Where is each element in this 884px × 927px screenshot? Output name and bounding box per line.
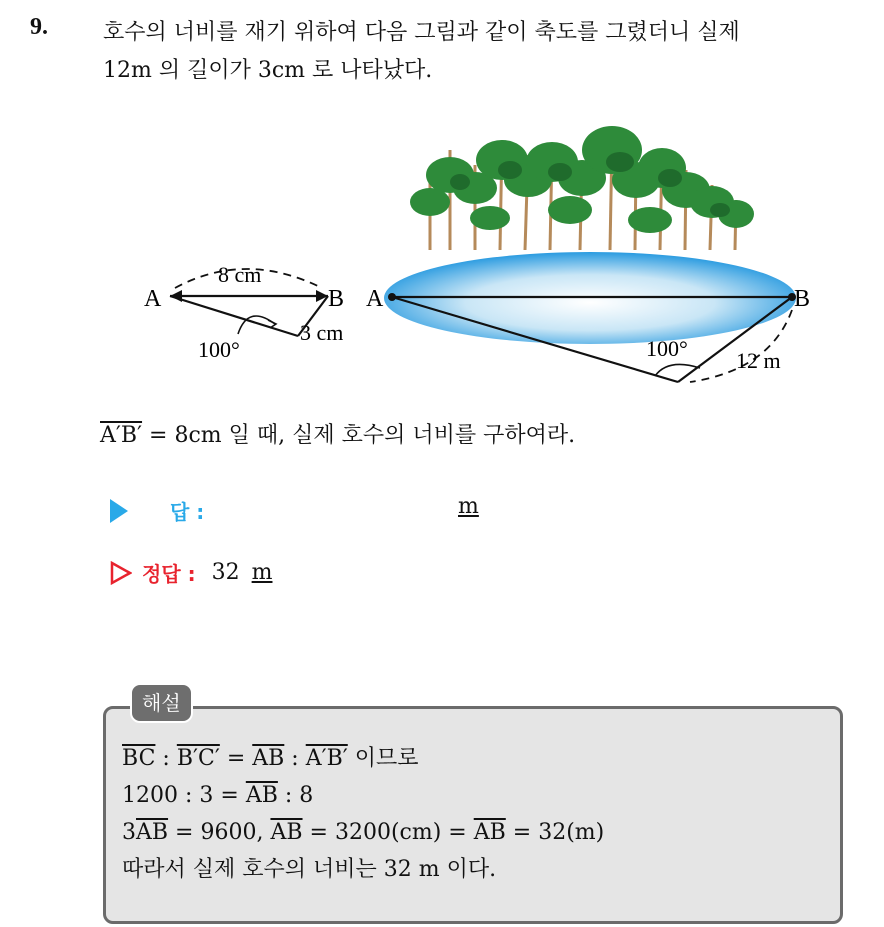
explanation-line-2 [122, 777, 604, 814]
explanation-line-4: 따라서 실제 호수의 너비는 32 m 이다. [122, 857, 497, 882]
eq-part: = 9600, [168, 820, 271, 845]
question-line-1: 호수의 너비를 재기 위하여 다음 그림과 같이 축도를 그렸더니 실제 [103, 20, 740, 45]
question-number: 9. [30, 14, 48, 40]
colon: : [155, 746, 177, 771]
lake-label-A: A [366, 286, 384, 312]
coef: 3 [122, 820, 136, 845]
eq-part: = 3200(cm) = [302, 820, 474, 845]
explanation-text [122, 740, 604, 888]
small-side-length: 3 cm [300, 320, 344, 345]
correct-value: 32 [211, 560, 240, 585]
colon: : [284, 746, 306, 771]
seg-ab: $\overline{AB}$ [136, 820, 169, 845]
seg-ab: $\overline{AB}$ [473, 820, 506, 845]
correct-label: 정답 : [142, 562, 196, 586]
seg-ab: $\overline{AB}$ [245, 783, 278, 808]
equals: = [219, 746, 253, 771]
small-label-B: B [328, 286, 345, 312]
explanation-line-1 [122, 740, 604, 777]
question-line-2: 12m 의 길이가 3cm 로 나타났다. [103, 58, 433, 83]
small-top-length: 8 cm [218, 262, 262, 287]
seg-ab: $\overline{AB}$ [270, 820, 303, 845]
ratio-left: 1200 : 3 = [122, 783, 246, 808]
seg-bc: $\overline{BC}$ [122, 746, 156, 771]
answer-unit: m [458, 494, 479, 519]
answer-row [110, 494, 479, 525]
seg-apbp: A′B′ [305, 746, 348, 771]
question-text [103, 14, 873, 90]
therefore-text: 이므로 [347, 746, 419, 771]
segment-apbp: A′B′ [100, 423, 143, 448]
explanation-line-3 [122, 814, 604, 851]
explanation-tag: 해설 [130, 683, 193, 723]
seg-bpcp: B′C′ [176, 746, 220, 771]
seg-ab: $\overline{AB}$ [252, 746, 285, 771]
small-label-A: A [144, 286, 162, 312]
play-triangle-icon [110, 499, 128, 523]
lake-side-length: 12 m [736, 348, 781, 373]
lake-figure [130, 110, 830, 400]
correct-answer-row [110, 558, 272, 587]
ratio-right: : 8 [277, 783, 314, 808]
forest-illustration [410, 126, 754, 250]
lake-label-B: B [794, 286, 811, 312]
condition-text [100, 418, 575, 449]
small-angle: 100° [198, 337, 240, 362]
lake-angle: 100° [646, 336, 688, 361]
eq-part: = 32(m) [505, 820, 605, 845]
condition-rest: = 8cm 일 때, 실제 호수의 너비를 구하여라. [142, 423, 576, 448]
answer-label: 답 : [170, 500, 205, 524]
correct-unit: m [251, 560, 273, 585]
outline-triangle-icon [110, 561, 132, 585]
